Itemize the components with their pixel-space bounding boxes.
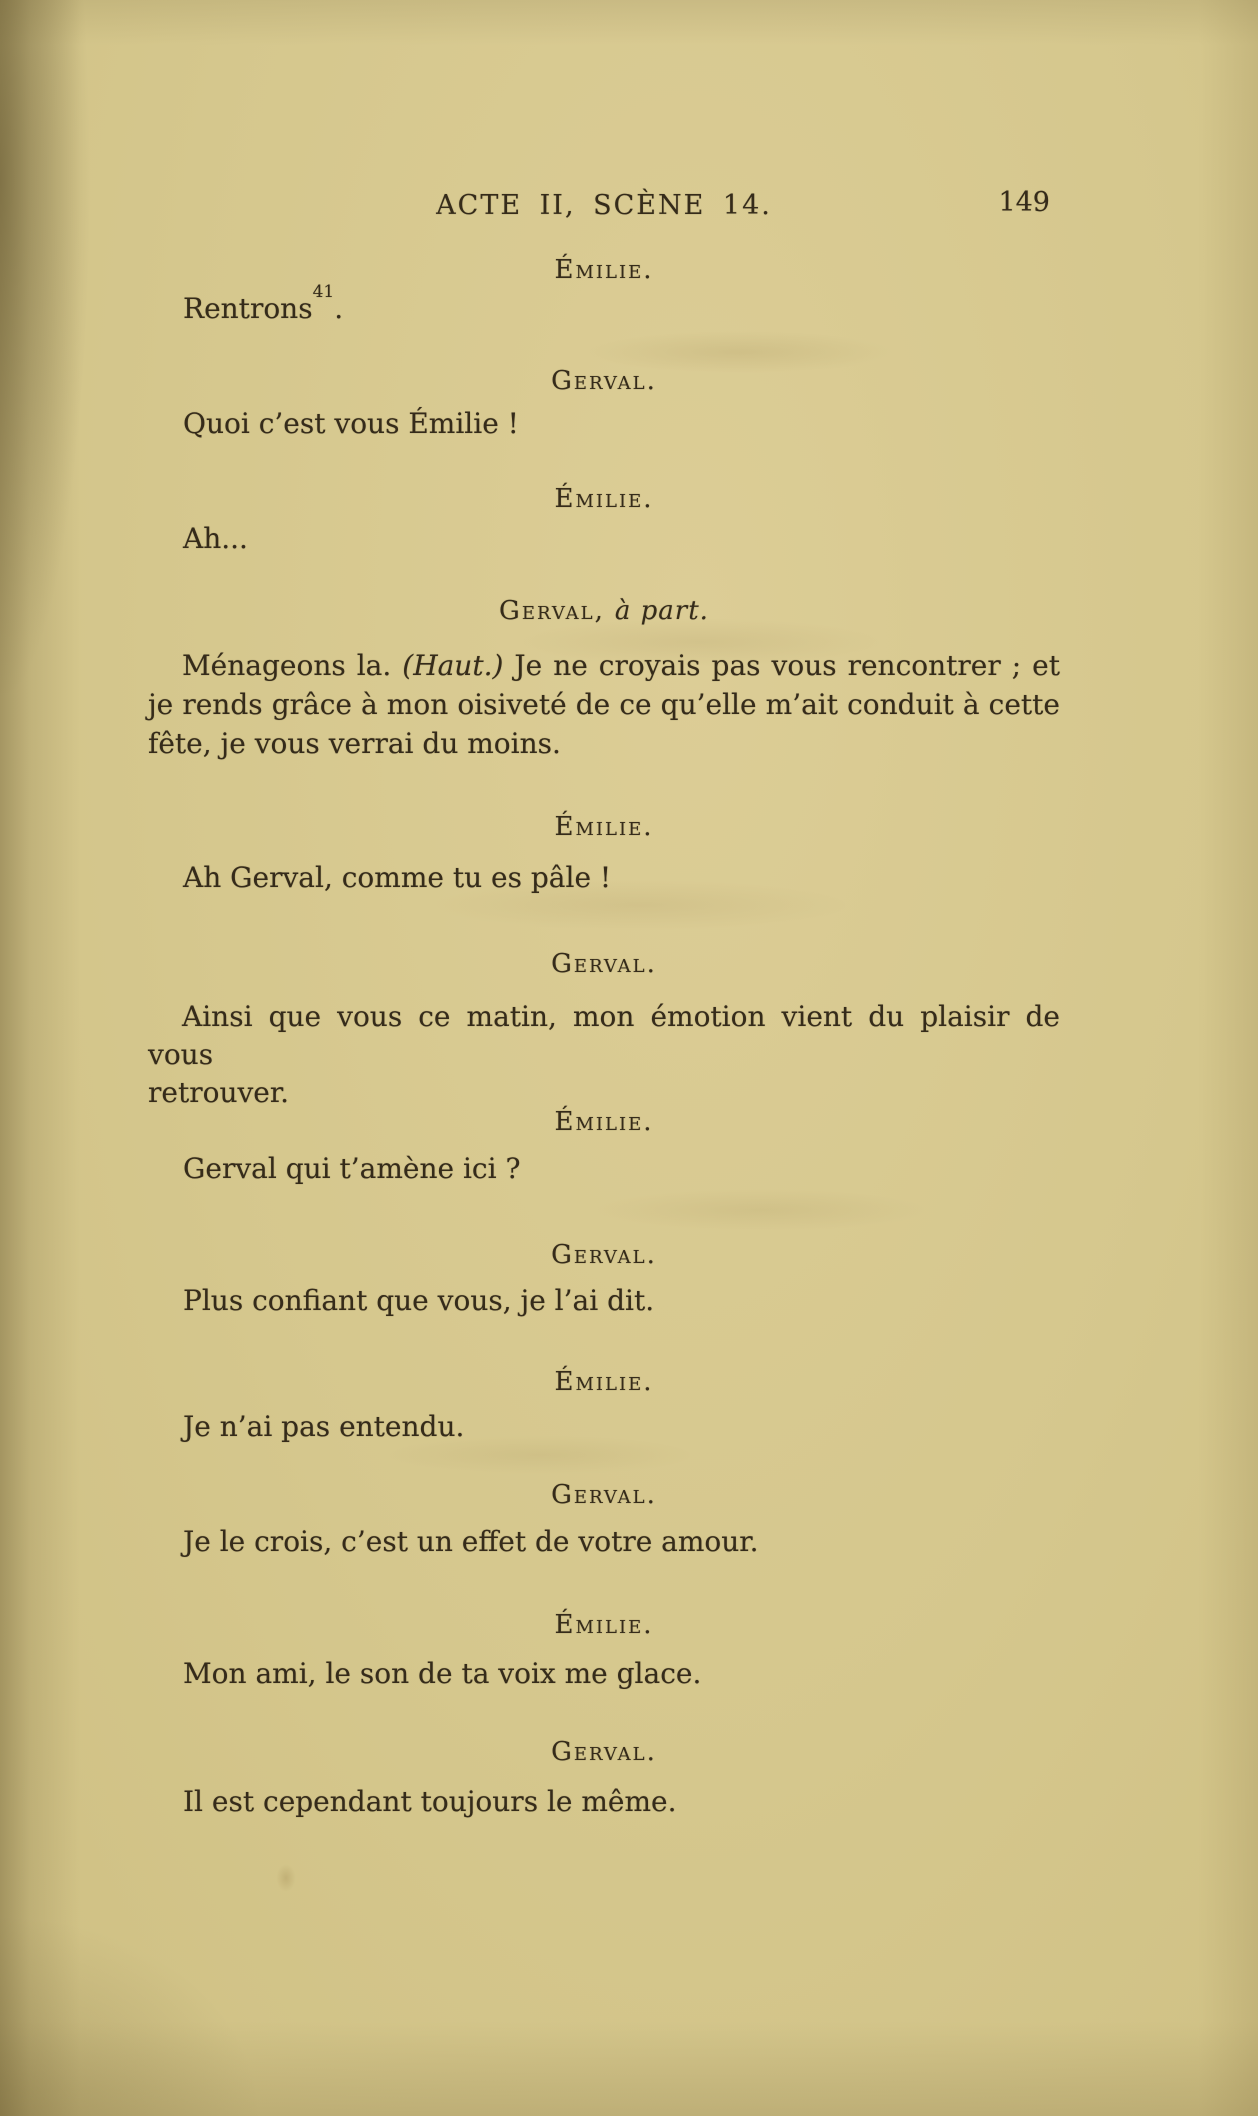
dialogue-line: Il est cependant toujours le même. [183,1785,677,1818]
dialogue-line: Je n’ai pas entendu. [183,1410,465,1443]
speaker-heading: Émilie. [554,1367,654,1397]
dialogue-line: Mon ami, le son de ta voix me glace. [183,1657,702,1690]
speaker-heading: Émilie. [554,812,654,842]
speaker-heading: Gerval. [551,1737,657,1767]
speaker-heading [148,598,1060,624]
speaker-heading: Gerval. [551,1240,657,1270]
paragraph-line: Ainsi que vous ce matin, mon émotion vient du plaisir de vous [148,1000,1060,1071]
speaker-name: Gerval, [499,596,605,626]
dialogue-text: Ménageons la. [182,649,403,682]
dialogue-paragraph [148,646,1060,763]
speaker-heading: Émilie. [554,1107,654,1137]
paragraph-line: retrouver. [148,1076,290,1109]
running-header: ACTE II, SCÈNE 14. [436,190,772,221]
stage-direction-inline: (Haut.) [402,649,515,682]
dialogue-line: Ah... [183,522,248,555]
speaker-heading: Émilie. [554,1610,654,1640]
footnote-reference: 41 [312,281,335,302]
paragraph-line [148,646,1060,685]
dialogue-line [183,281,344,325]
stage-direction: à part. [614,596,709,626]
speaker-heading: Gerval. [551,1480,657,1510]
dialogue-line: Quoi c’est vous Émilie ! [183,407,519,440]
paragraph-line: je rends grâce à mon oisiveté de ce qu’elle m’ait conduit à cette [148,688,1060,721]
dialogue-paragraph [148,998,1060,1112]
dialogue-text: Je ne croyais pas vous rencontrer ; et [514,649,1060,682]
dialogue-line: Plus confiant que vous, je l’ai dit. [183,1284,655,1317]
dialogue-line: Je le crois, c’est un effet de votre amour. [183,1525,759,1558]
dialogue-text: Rentrons [183,292,313,325]
dialogue-line: Ah Gerval, comme tu es pâle ! [183,861,612,894]
dialogue-line: Gerval qui t’amène ici ? [183,1152,521,1185]
speaker-heading: Émilie. [554,484,654,514]
speaker-heading: Gerval. [551,366,657,396]
speaker-heading: Émilie. [554,255,654,285]
dialogue-text: . [334,292,344,325]
speaker-heading: Gerval. [551,949,657,979]
paragraph-line: fête, je vous verrai du moins. [148,727,561,760]
page-number: 149 [998,187,1050,218]
